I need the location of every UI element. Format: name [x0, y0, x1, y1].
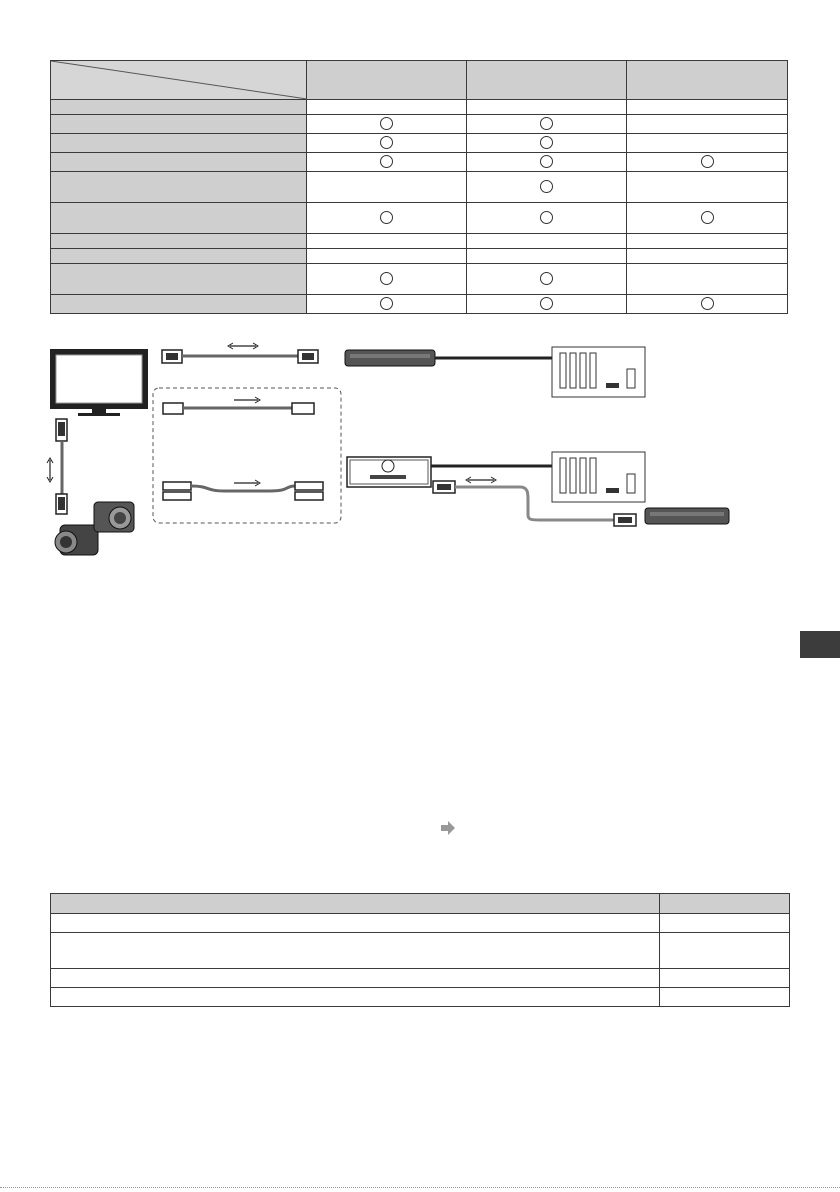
table-cell [307, 172, 467, 203]
row-label-cell [51, 264, 307, 295]
bidirectional-arrow-icon [47, 458, 53, 482]
supported-mark-icon [380, 297, 393, 310]
table-row [51, 100, 788, 115]
table-cell [307, 153, 467, 172]
table-row [51, 153, 788, 172]
row-label-cell [51, 295, 307, 314]
table-cell [51, 988, 660, 1007]
row-label-cell [51, 153, 307, 172]
column-header [660, 894, 790, 914]
table-cell [467, 134, 627, 153]
port-table [50, 893, 790, 1007]
right-arrow-icon [234, 480, 260, 486]
table-cell [627, 172, 788, 203]
supported-mark-icon [701, 155, 714, 168]
table-row [51, 134, 788, 153]
hdmi-cable-icon [56, 419, 67, 514]
optical-cable-icon [163, 403, 314, 414]
camera-icon [94, 502, 134, 532]
av-amplifier-icon [347, 457, 431, 487]
table-cell [660, 969, 790, 988]
supported-mark-icon [540, 155, 553, 168]
row-label-cell [51, 100, 307, 115]
table-row [51, 172, 788, 203]
right-arrow-icon [439, 819, 457, 837]
table-cell [467, 234, 627, 249]
page-bottom-border [0, 1187, 840, 1188]
supported-mark-icon [380, 117, 393, 130]
table-header-row [51, 894, 790, 914]
table-cell [467, 249, 627, 264]
row-label-cell [51, 172, 307, 203]
column-header [467, 61, 627, 100]
table-cell [627, 153, 788, 172]
table-cell [627, 264, 788, 295]
supported-mark-icon [380, 211, 393, 224]
column-header [627, 61, 788, 100]
bidirectional-arrow-icon [466, 477, 496, 483]
table-cell [627, 134, 788, 153]
table-cell [51, 933, 660, 969]
table-cell [51, 914, 660, 933]
table-cell [467, 295, 627, 314]
table-cell [307, 249, 467, 264]
hdmi-cable-icon [162, 350, 318, 363]
diagonal-divider [51, 61, 307, 99]
table-row [51, 249, 788, 264]
connection-diagram [0, 330, 840, 570]
table-cell [660, 933, 790, 969]
table-cell [627, 203, 788, 234]
table-cell [627, 249, 788, 264]
table-row [51, 933, 790, 969]
table-cell [627, 115, 788, 134]
supported-mark-icon [540, 211, 553, 224]
table-row [51, 203, 788, 234]
section-tab [800, 631, 840, 658]
speaker-system-icon [552, 347, 645, 397]
supported-mark-icon [540, 136, 553, 149]
table-cell [307, 100, 467, 115]
table-cell [307, 134, 467, 153]
table-cell [627, 295, 788, 314]
row-label-cell [51, 234, 307, 249]
table-cell [467, 153, 627, 172]
table-row [51, 295, 788, 314]
table-cell [307, 295, 467, 314]
table-cell [467, 115, 627, 134]
table-cell [660, 988, 790, 1007]
bd-player-icon [345, 350, 435, 366]
table-row [51, 914, 790, 933]
row-label-cell [51, 134, 307, 153]
table-cell [307, 264, 467, 295]
supported-mark-icon [701, 297, 714, 310]
header-corner-cell [51, 61, 307, 100]
table-cell [467, 100, 627, 115]
column-header [307, 61, 467, 100]
table-row [51, 264, 788, 295]
tv-icon [50, 349, 148, 416]
supported-mark-icon [380, 272, 393, 285]
table-cell [627, 100, 788, 115]
speaker-system-icon [552, 452, 645, 502]
table-cell [51, 969, 660, 988]
row-label-cell [51, 249, 307, 264]
feature-table [50, 60, 788, 314]
camcorder-icon [55, 525, 98, 555]
row-label-cell [51, 115, 307, 134]
supported-mark-icon [540, 272, 553, 285]
bidirectional-arrow-icon [228, 343, 258, 349]
supported-mark-icon [540, 117, 553, 130]
bd-player-icon [645, 508, 729, 524]
supported-mark-icon [540, 180, 553, 193]
table-cell [627, 234, 788, 249]
table-cell [467, 264, 627, 295]
table-row [51, 234, 788, 249]
table-cell [307, 234, 467, 249]
row-label-cell [51, 203, 307, 234]
supported-mark-icon [380, 136, 393, 149]
table-cell [307, 203, 467, 234]
supported-mark-icon [540, 297, 553, 310]
table-cell [660, 914, 790, 933]
supported-mark-icon [380, 155, 393, 168]
table-header-row [51, 61, 788, 100]
table-row [51, 115, 788, 134]
table-cell [307, 115, 467, 134]
rca-cable-icon [163, 482, 323, 500]
supported-mark-icon [701, 211, 714, 224]
table-row [51, 988, 790, 1007]
right-arrow-icon [234, 397, 260, 403]
table-row [51, 969, 790, 988]
column-header [51, 894, 660, 914]
table-cell [467, 203, 627, 234]
table-cell [467, 172, 627, 203]
